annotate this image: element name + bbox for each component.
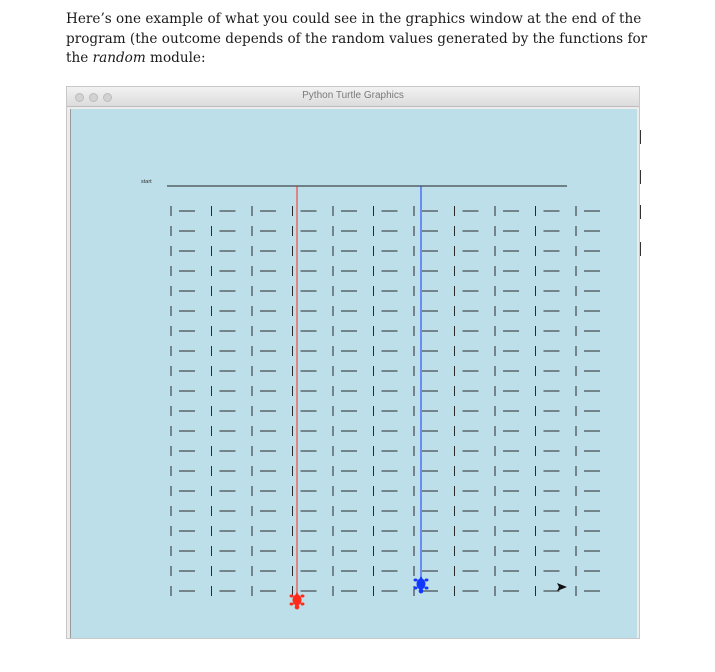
- edge-mark: [640, 130, 641, 144]
- instruction-line-3: [66, 49, 666, 69]
- edge-mark: [640, 170, 641, 184]
- instruction-line-2: program (the outcome depends of the random values generated by the functions for: [66, 30, 648, 47]
- window-title: Python Turtle Graphics: [302, 90, 404, 101]
- instruction-line-1: Here’s one example of what you could see in the graphics window at the end of the: [66, 11, 642, 27]
- turtle-drawing: [71, 109, 637, 638]
- instruction-paragraph: [66, 10, 666, 69]
- edge-mark: [640, 205, 641, 219]
- arrow-head-icon: [557, 583, 567, 591]
- instruction-line-3-prefix: the: [66, 50, 93, 66]
- window-titlebar[interactable]: [67, 87, 639, 107]
- edge-mark: [640, 242, 641, 256]
- start-label: start: [141, 179, 152, 185]
- random-module-name: random: [92, 50, 146, 66]
- window-edge-marks: [640, 130, 642, 260]
- turtle-canvas: [70, 109, 637, 638]
- turtle-graphics-window: [66, 86, 640, 639]
- instruction-line-3-suffix: module:: [145, 50, 206, 66]
- race-track-marks: [171, 206, 600, 596]
- red-turtle-icon: [290, 591, 305, 610]
